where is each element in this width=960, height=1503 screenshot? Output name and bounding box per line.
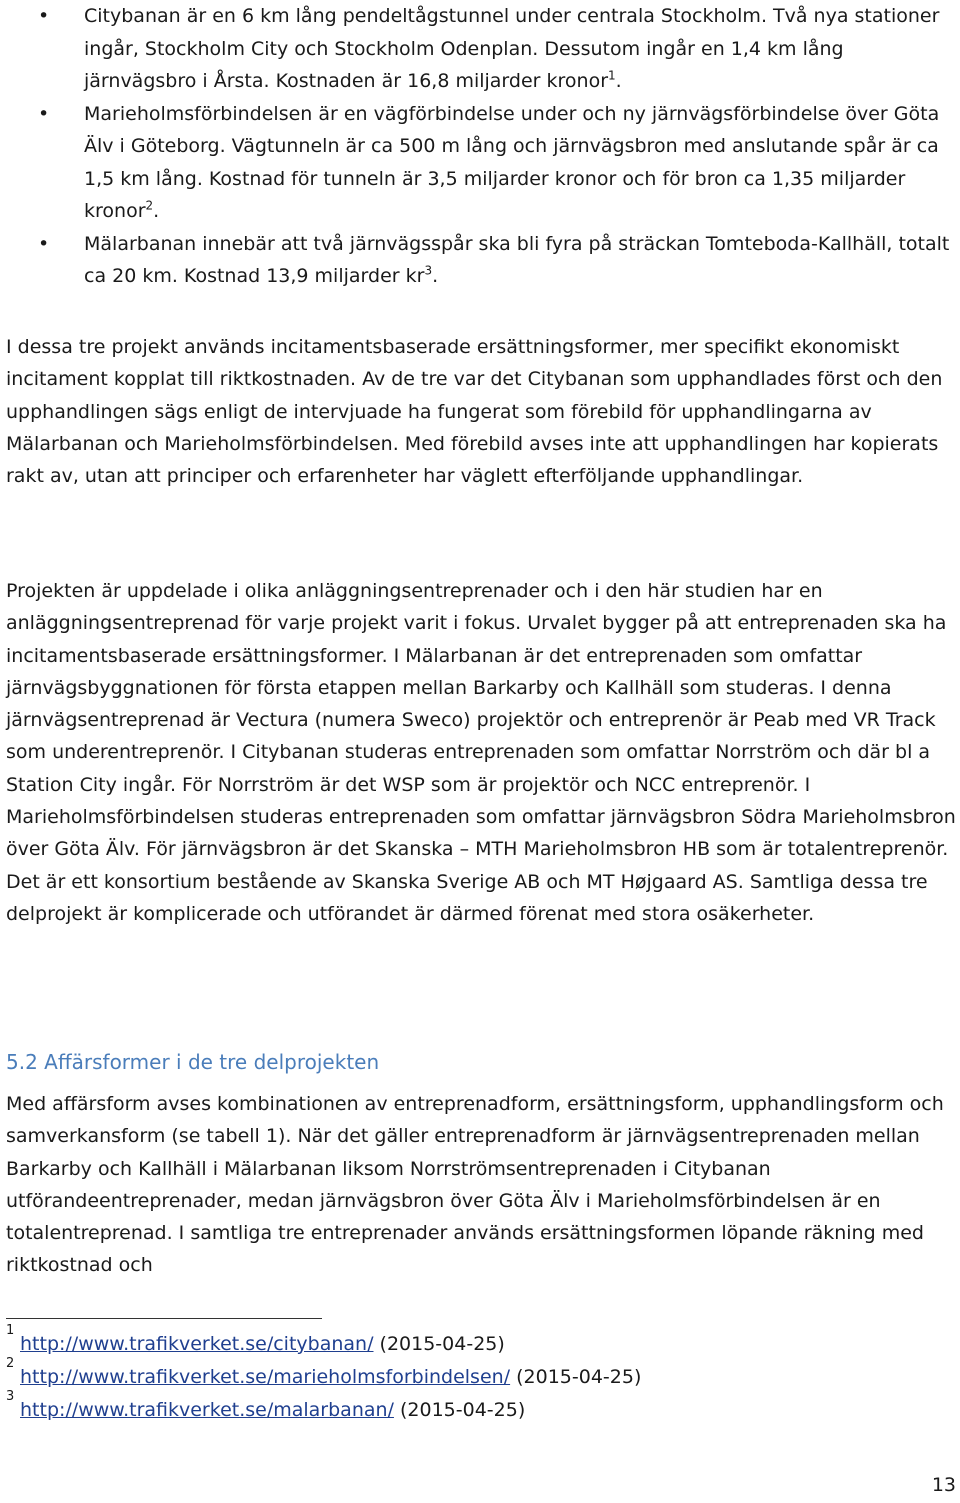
footnote-number: 3 (6, 1389, 15, 1404)
footnote-number: 2 (6, 1356, 15, 1371)
bullet-dot-icon: • (38, 102, 50, 125)
footnote-date: (2015-04-25) (393, 1399, 526, 1421)
footnote-1 (6, 1323, 641, 1361)
footnote-link-citybanan[interactable]: http://www.trafikverket.se/citybanan/ (20, 1333, 374, 1355)
bullet-marieholmsforbindelsen: • Marieholmsförbindelsen är en vägförbindelse under och ny järnvägsförbindelse över Göta Älv i Göteborg. Vägtunneln är ca 500 m lång och järnvägsbron med anslutande spår är ca 1,5 km lång. Kostnad för tunneln är 3,5 miljarder kronor och för bron ca 1,35 miljarder kronor$^2$. (0, 98, 960, 228)
footnote-link-malarbanan[interactable]: http://www.trafikverket.se/malarbanan/ (20, 1399, 394, 1421)
paragraph-affarsform: Med affärsform avses kombinationen av entreprenadform, ersättningsform, upphandlingsform och samverkansform (se tabell 1). När det gäller entreprenadform är järnvägsentreprenaden mellan Barkarby och Kallhäll i Mälarbanan liksom Norrströmsentreprenaden i Citybanan utförandeentreprenader, medan järnvägsbron över Göta Älv i Marieholmsförbindelsen är en totalentreprenad. I samtliga tre entreprenader används ersättningsformen löpande räkning med riktkostnad och (6, 1093, 944, 1277)
bullet-text: Mälarbanan innebär att två järnvägsspår ska bli fyra på sträckan Tomteboda-Kallhäll, totalt ca 20 km. Kostnad 13,9 miljarder kr (84, 232, 950, 287)
bullet-dot-icon: • (38, 5, 50, 27)
footnote-number: 1 (6, 1323, 15, 1338)
footnote-date: (2015-04-25) (373, 1333, 505, 1355)
footnote-3 (6, 1389, 641, 1427)
paragraph-projekten: Projekten är uppdelade i olika anläggningsentreprenader och i den här studien har en anläggningsentreprenad för varje projekt varit i fokus. Urvalet bygger på att entreprenaden ska ha incitamentsbaserade ersättningsformer. I Mälarbanan är det entreprenaden som omfattar järnvägsbyggnationen för första etappen mellan Barkarby och Kallhäll som studeras. I denna järnvägsentreprenad är Vectura (numera Sweco) projektör och entreprenör är Peab med VR Track som underentreprenör. I Citybanan studeras entreprenaden som omfattar Norrström och där bl a Station City ingår. För Norrström är det WSP som är projektör och NCC entreprenör. I Marieholmsförbindelsen studeras entreprenaden som omfattar järnvägsbron Södra Marieholmsbron över Göta Älv. För järnvägsbron är det Skanska – MTH Marieholmsbron HB som är totalentreprenör. Det är ett konsortium bestående av Skanska Sverige AB och MT Højgaard AS. Samtliga dessa tre delprojekt är komplicerade och utförandet är därmed förenat med stora osäkerheter. (6, 580, 956, 925)
footnote-divider (6, 1318, 322, 1319)
footnote-ref: 3 (424, 263, 433, 278)
bullet-dot-icon: • (38, 232, 50, 255)
footnote-ref: 2 (145, 198, 154, 213)
page-number: 13 (931, 1474, 956, 1496)
footnote-list (6, 1323, 642, 1427)
bullet-text: Marieholmsförbindelsen är en vägförbindelse under och ny järnvägsförbindelse över Göta Älv i Göteborg. Vägtunneln är ca 500 m lång och järnvägsbron med anslutande spår är ca 1,5 km lång. Kostnad för tunneln är 3,5 miljarder kronor och för bron ca 1,35 miljarder kronor (84, 102, 940, 222)
bullet-citybanan: • Citybanan är en 6 km lång pendeltågstunnel under centrala Stockholm. Två nya stationer ingår, Stockholm City och Stockholm Odenplan. Dessutom ingår en 1,4 km lång järnvägsbro i Årsta. Kostnaden är 16,8 miljarder kronor$^1$. (0, 0, 960, 98)
footnote-ref: 1 (608, 68, 616, 83)
project-bullet-list (0, 0, 960, 293)
paragraph-incitament: I dessa tre projekt används incitamentsbaserade ersättningsformer, mer specifikt ekonomiskt incitament kopplat till riktkostnaden. Av de tre var det Citybanan som upphandlades först och den upphandlingen sägs enligt de intervjuade ha fungerat som förebild för upphandlingarna av Mälarbanan och Marieholmsförbindelsen. Med förebild avses inte att upphandlingen har kopierats rakt av, utan att principer och erfarenheter har väglett efterföljande upphandlingar. (6, 336, 943, 488)
bullet-text: Citybanan är en 6 km lång pendeltågstunnel under centrala Stockholm. Två nya stationer ingår, Stockholm City och Stockholm Odenplan. Dessutom ingår en 1,4 km lång järnvägsbro i Årsta. Kostnaden är 16,8 miljarder kronor (84, 5, 940, 92)
footnote-link-marieholmsforbindelsen[interactable]: http://www.trafikverket.se/marieholmsforbindelsen/ (20, 1366, 511, 1388)
bullet-malarbanan: • Mälarbanan innebär att två järnvägsspår ska bli fyra på sträckan Tomteboda-Kallhäll, totalt ca 20 km. Kostnad 13,9 miljarder $kr^3$. (0, 228, 960, 293)
footnote-date: (2015-04-25) (510, 1366, 642, 1388)
footnote-2 (6, 1356, 642, 1394)
section-heading: 5.2 Affärsformer i de tre delprojekten (6, 1050, 380, 1074)
